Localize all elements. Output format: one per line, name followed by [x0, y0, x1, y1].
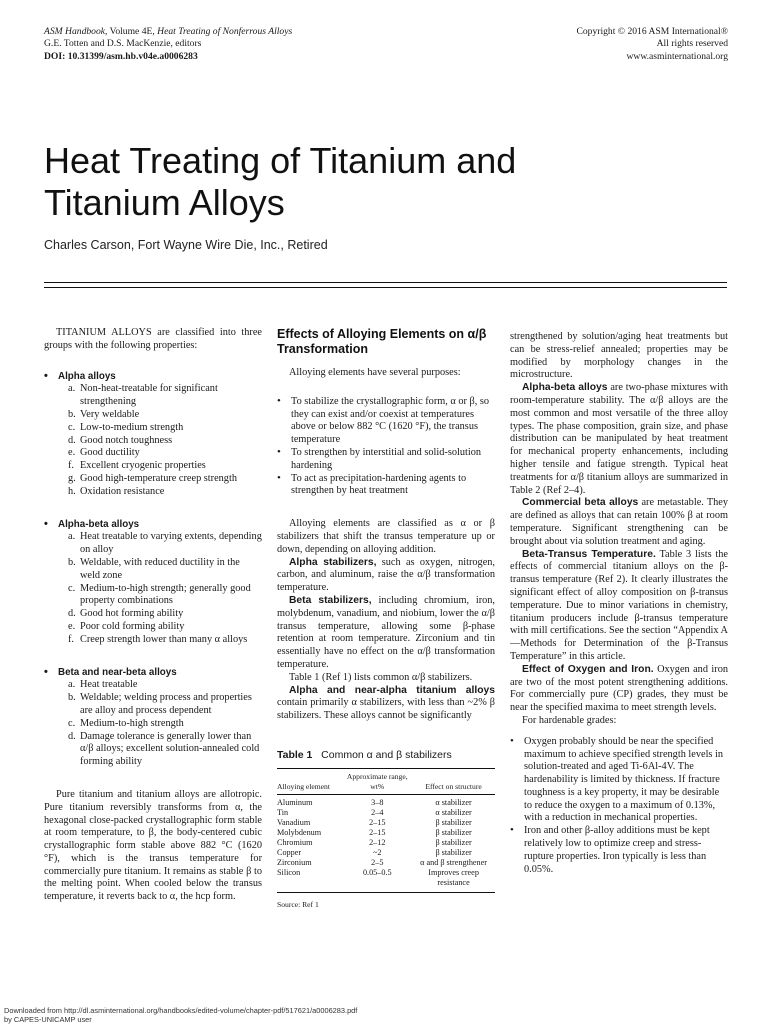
- col-header-element: Alloying element: [277, 768, 342, 794]
- cell-effect: β stabilizer: [435, 817, 472, 827]
- item-letter: f.: [68, 633, 75, 645]
- alloy-group-title: [44, 371, 262, 384]
- property-item: [44, 634, 262, 647]
- alloy-group-title: [44, 519, 262, 532]
- item-text: Medium-to-high strength: [80, 717, 184, 729]
- item-letter: d.: [68, 434, 76, 446]
- cell-range: 2–4: [371, 807, 384, 817]
- download-url[interactable]: Downloaded from http://dl.asminternational.org/handbooks/edited-volume/chapter-pdf/517621/a0006283.pdf: [4, 1006, 358, 1015]
- property-item: [44, 608, 262, 621]
- table-row: [277, 838, 495, 848]
- column-1: [44, 327, 262, 904]
- table-row: [277, 868, 495, 893]
- item-text: Heat treatable to varying extents, depending on alloy: [80, 531, 262, 556]
- purpose-text: To stabilize the crystallographic form, α or β, so they can exist and/or coexist at temperatures above or below 882 °C (1620 °F), the transus temperature: [291, 395, 490, 446]
- table-row: [277, 808, 495, 818]
- copyright-line: Copyright © 2016 ASM International®: [576, 26, 728, 37]
- column-2: [277, 327, 495, 912]
- cell-range: 2–5: [371, 857, 384, 867]
- property-item: [44, 731, 262, 769]
- cell-effect: α stabilizer: [435, 807, 472, 817]
- item-letter: f.: [68, 460, 75, 472]
- table-source: Source: Ref 1: [277, 899, 319, 909]
- editors-line: G.E. Totten and D.S. MacKenzie, editors: [44, 38, 202, 50]
- alloy-group-title-text: Alpha alloys: [58, 370, 116, 382]
- hardenable-item: [510, 825, 728, 876]
- hardenable-list: [510, 736, 728, 877]
- running-header-right: [576, 26, 728, 63]
- purpose-text: To strengthen by interstitial and solid-solution hardening: [291, 446, 482, 471]
- property-item: [44, 383, 262, 409]
- property-item: [44, 531, 262, 557]
- item-text: Weldable; welding process and properties are alloy and process dependent: [80, 692, 252, 716]
- bullet-icon: •: [44, 665, 48, 678]
- table-row: [277, 828, 495, 838]
- cell-element: Chromium: [277, 837, 313, 847]
- alloy-group: [44, 371, 262, 499]
- allotropy-paragraph: Pure titanium and titanium alloys are allotropic. Pure titanium reversibly transforms from α, the hexagonal close-packed crystallographic form stable at room temperature, to β, the body-centered cubic crystallographic form stable above 882 °C (1620 °F), which is the transus temperature for commercially pure titanium. It remains as stable β to the melting point. When cooled below the transus temperature, it reverts back to α, the hcp form.: [44, 788, 262, 903]
- item-text: Good hot forming ability: [80, 608, 184, 620]
- cell-element: Vanadium: [277, 817, 311, 827]
- property-item: [44, 409, 262, 422]
- section-title: Effects of Alloying Elements on α/β Transformation: [277, 327, 487, 356]
- item-letter: c.: [68, 582, 76, 594]
- oxygen-iron-paragraph: Effect of Oxygen and Iron. Oxygen and iron are two of the most potent strengthening additions. For commercially pure (CP) grades, they must be near the specified maxima to meet strength levels.: [510, 663, 728, 714]
- property-item: [44, 557, 262, 583]
- cell-element: Molybdenum: [277, 827, 322, 837]
- item-letter: a.: [68, 531, 76, 543]
- item-letter: e.: [68, 447, 76, 459]
- property-item: [44, 583, 262, 609]
- cell-effect: β stabilizer: [435, 837, 472, 847]
- item-text: Good ductility: [80, 447, 140, 459]
- property-item: [44, 679, 262, 692]
- item-text: Low-to-medium strength: [80, 421, 184, 433]
- table-row: [277, 848, 495, 858]
- item-text: Non-heat-treatable for significant strengthening: [80, 383, 218, 408]
- item-text: Medium-to-high strength; generally good property combinations: [80, 582, 251, 607]
- title-rule-bottom: [44, 287, 727, 288]
- running-header-left: [44, 26, 292, 63]
- alpha-beta-paragraph: Alpha-beta alloys are two-phase mixtures with room-temperature stability. The α/β alloys are the most common and most versatile of the three alloy types. The phase composition, grain size, and phase distribution can be manipulated by heat treatment for mechanical property enhancements, including higher tensile and fatigue strength. Typical heat treatments for α/β titanium alloys are summarized in Table 2 (Ref 2–4).: [510, 382, 728, 496]
- download-footer: [4, 1006, 357, 1024]
- property-item: [44, 460, 262, 473]
- item-text: Weldable, with reduced ductility in the weld zone: [80, 556, 240, 581]
- column-3: [510, 331, 728, 876]
- rights-line: All rights reserved: [656, 38, 728, 50]
- cell-effect: α stabilizer: [435, 797, 472, 807]
- cell-element: Silicon: [277, 868, 342, 893]
- item-letter: d.: [68, 730, 76, 742]
- bullet-icon: •: [277, 445, 281, 458]
- alloy-group: [44, 519, 262, 647]
- col-header-effect: Effect on structure: [412, 768, 495, 794]
- table-reference-paragraph: Table 1 (Ref 1) lists common α/β stabilizers.: [289, 671, 473, 683]
- table-row: [277, 794, 495, 808]
- stabilizers-table: [277, 768, 495, 893]
- near-alpha-paragraph: Alpha and near-alpha titanium alloys contain primarily α stabilizers, with less than ~2% β stabilizers. These alloys cannot be significantly: [277, 684, 495, 722]
- item-letter: g.: [68, 472, 76, 484]
- item-letter: b.: [68, 556, 76, 568]
- cell-range: 3–8: [371, 797, 384, 807]
- purpose-text: To act as precipitation-hardening agents to strengthen by heat treatment: [291, 472, 467, 497]
- bullet-icon: •: [277, 394, 281, 407]
- purposes-list: [277, 396, 495, 498]
- website-link[interactable]: www.asminternational.org: [626, 50, 728, 62]
- item-text: Good high-temperature creep strength: [80, 472, 237, 484]
- beta-transus-paragraph: Beta-Transus Temperature. Table 3 lists the effects of commercial titanium alloys on the β-transus temperature (Ref 2). It clearly illustrates the significant effect of alloy composition on β-transus temperature. Due to minor variations in chemistry, titanium producers include β-transus temperature with mill certifications. See the section “Appendix A—Methods for Determination of the β-Transus Temperature” in this article.: [510, 548, 728, 662]
- classification-paragraph: Alloying elements are classified as α or β stabilizers that shift the transus temperature up or down, depending on alloying addition.: [277, 518, 495, 555]
- property-item: [44, 422, 262, 435]
- item-letter: e.: [68, 620, 76, 632]
- item-text: Good notch toughness: [80, 434, 173, 446]
- cell-range: ~2: [373, 847, 382, 857]
- cell-effect: β stabilizer: [435, 827, 472, 837]
- item-text: Excellent cryogenic properties: [80, 460, 206, 472]
- property-item: [44, 718, 262, 731]
- purposes-intro: Alloying elements have several purposes:: [289, 367, 461, 378]
- cell-element: Copper: [277, 847, 302, 857]
- cell-effect: α and β strengthener: [420, 857, 488, 867]
- table-header-row: [277, 768, 495, 794]
- item-letter: h.: [68, 485, 76, 497]
- bullet-icon: •: [44, 517, 48, 530]
- cell-range: 0.05–0.5: [342, 868, 412, 893]
- hardenable-text: Oxygen probably should be near the specified maximum to achieve specified strength levels in solution-treated and aged Ti-6Al-4V. The hardenability is limited by thickness. If fracture toughness is a key property, it may be desirable to reduce the oxygen to a maximum of 0.13%, with a reduction in mechanical properties.: [524, 735, 724, 824]
- article-title: Heat Treating of Titanium and Titanium Alloys: [44, 140, 517, 223]
- purpose-item: [277, 447, 495, 473]
- alloy-group-title: [44, 667, 262, 680]
- handbook-citation: ASM Handbook, Volume 4E, Heat Treating of Nonferrous Alloys: [44, 26, 293, 37]
- download-user: by CAPES-UNICAMP user: [4, 1015, 92, 1024]
- item-letter: a.: [68, 679, 76, 691]
- cell-range: 2–15: [369, 817, 386, 827]
- continued-paragraph: strengthened by solution/aging heat treatments but can be stress-relief annealed; properties may be modified by morphology changes in the microstructure.: [510, 331, 728, 381]
- item-letter: b.: [68, 692, 76, 704]
- col-header-range: Approximate range, wt%: [342, 768, 412, 794]
- item-text: Oxidation resistance: [80, 485, 165, 497]
- cell-effect: β stabilizer: [435, 847, 472, 857]
- item-letter: a.: [68, 383, 76, 395]
- cell-element: Tin: [277, 807, 289, 817]
- hardenable-intro: For hardenable grades:: [522, 714, 617, 726]
- property-item: [44, 435, 262, 448]
- item-letter: c.: [68, 717, 76, 729]
- cell-range: 2–12: [369, 837, 386, 847]
- table-row: [277, 858, 495, 868]
- item-letter: b.: [68, 408, 76, 420]
- bullet-icon: •: [44, 369, 48, 382]
- item-text: Very weldable: [80, 408, 140, 420]
- intro-paragraph: TITANIUM ALLOYS are classified into three groups with the following properties:: [44, 327, 262, 351]
- bullet-icon: •: [510, 734, 514, 747]
- bullet-icon: •: [510, 824, 514, 837]
- item-text: Heat treatable: [80, 679, 138, 691]
- alloy-groups: [44, 371, 262, 769]
- item-text: Creep strength lower than many α alloys: [80, 633, 248, 645]
- beta-stabilizers-paragraph: Beta stabilizers, including chromium, iron, molybdenum, vanadium, and niobium, lower the α/β transus temperature, allowing some β-phase retention at room temperature. Zirconium and tin essentially have no effect on the α/β transformation temperature.: [277, 594, 495, 670]
- property-item: [44, 447, 262, 460]
- purpose-item: [277, 473, 495, 499]
- item-text: Damage tolerance is generally lower than α/β alloys; excellent solution-annealed cold forming ability: [80, 730, 260, 768]
- cell-effect: Improves creep resistance: [412, 868, 495, 893]
- hardenable-text: Iron and other β-alloy additions must be kept relatively low to optimize creep and stress-rupture properties. Iron typically is less than 0.05%.: [524, 825, 710, 875]
- alloy-group-title-text: Alpha-beta alloys: [58, 518, 140, 530]
- cell-element: Aluminum: [277, 797, 313, 807]
- hardenable-item: [510, 736, 728, 826]
- property-item: [44, 486, 262, 499]
- title-rule-top: [44, 282, 727, 283]
- commercial-beta-paragraph: Commercial beta alloys are metastable. They are defined as alloys that can retain 100% β at room temperature. Significant strengthening can be brought about via solution treatment and aging.: [510, 497, 729, 547]
- author-line: Charles Carson, Fort Wayne Wire Die, Inc., Retired: [44, 238, 328, 252]
- purpose-item: [277, 396, 495, 447]
- property-item: [44, 473, 262, 486]
- property-item: [44, 692, 262, 718]
- alloy-group: [44, 667, 262, 769]
- table-row: [277, 818, 495, 828]
- bullet-icon: •: [277, 471, 281, 484]
- alloy-group-title-text: Beta and near-beta alloys: [58, 666, 177, 678]
- table-caption: Table 1 Common α and β stabilizers: [277, 748, 452, 761]
- doi-line: DOI: 10.31399/asm.hb.v04e.a0006283: [44, 50, 198, 62]
- item-letter: c.: [68, 421, 76, 433]
- alpha-stabilizers-paragraph: Alpha stabilizers, such as oxygen, nitrogen, carbon, and aluminum, raise the α/β transformation temperature.: [277, 556, 495, 594]
- item-letter: d.: [68, 608, 76, 620]
- cell-element: Zirconium: [277, 857, 312, 867]
- item-text: Poor cold forming ability: [80, 620, 185, 632]
- property-item: [44, 621, 262, 634]
- cell-range: 2–15: [369, 827, 386, 837]
